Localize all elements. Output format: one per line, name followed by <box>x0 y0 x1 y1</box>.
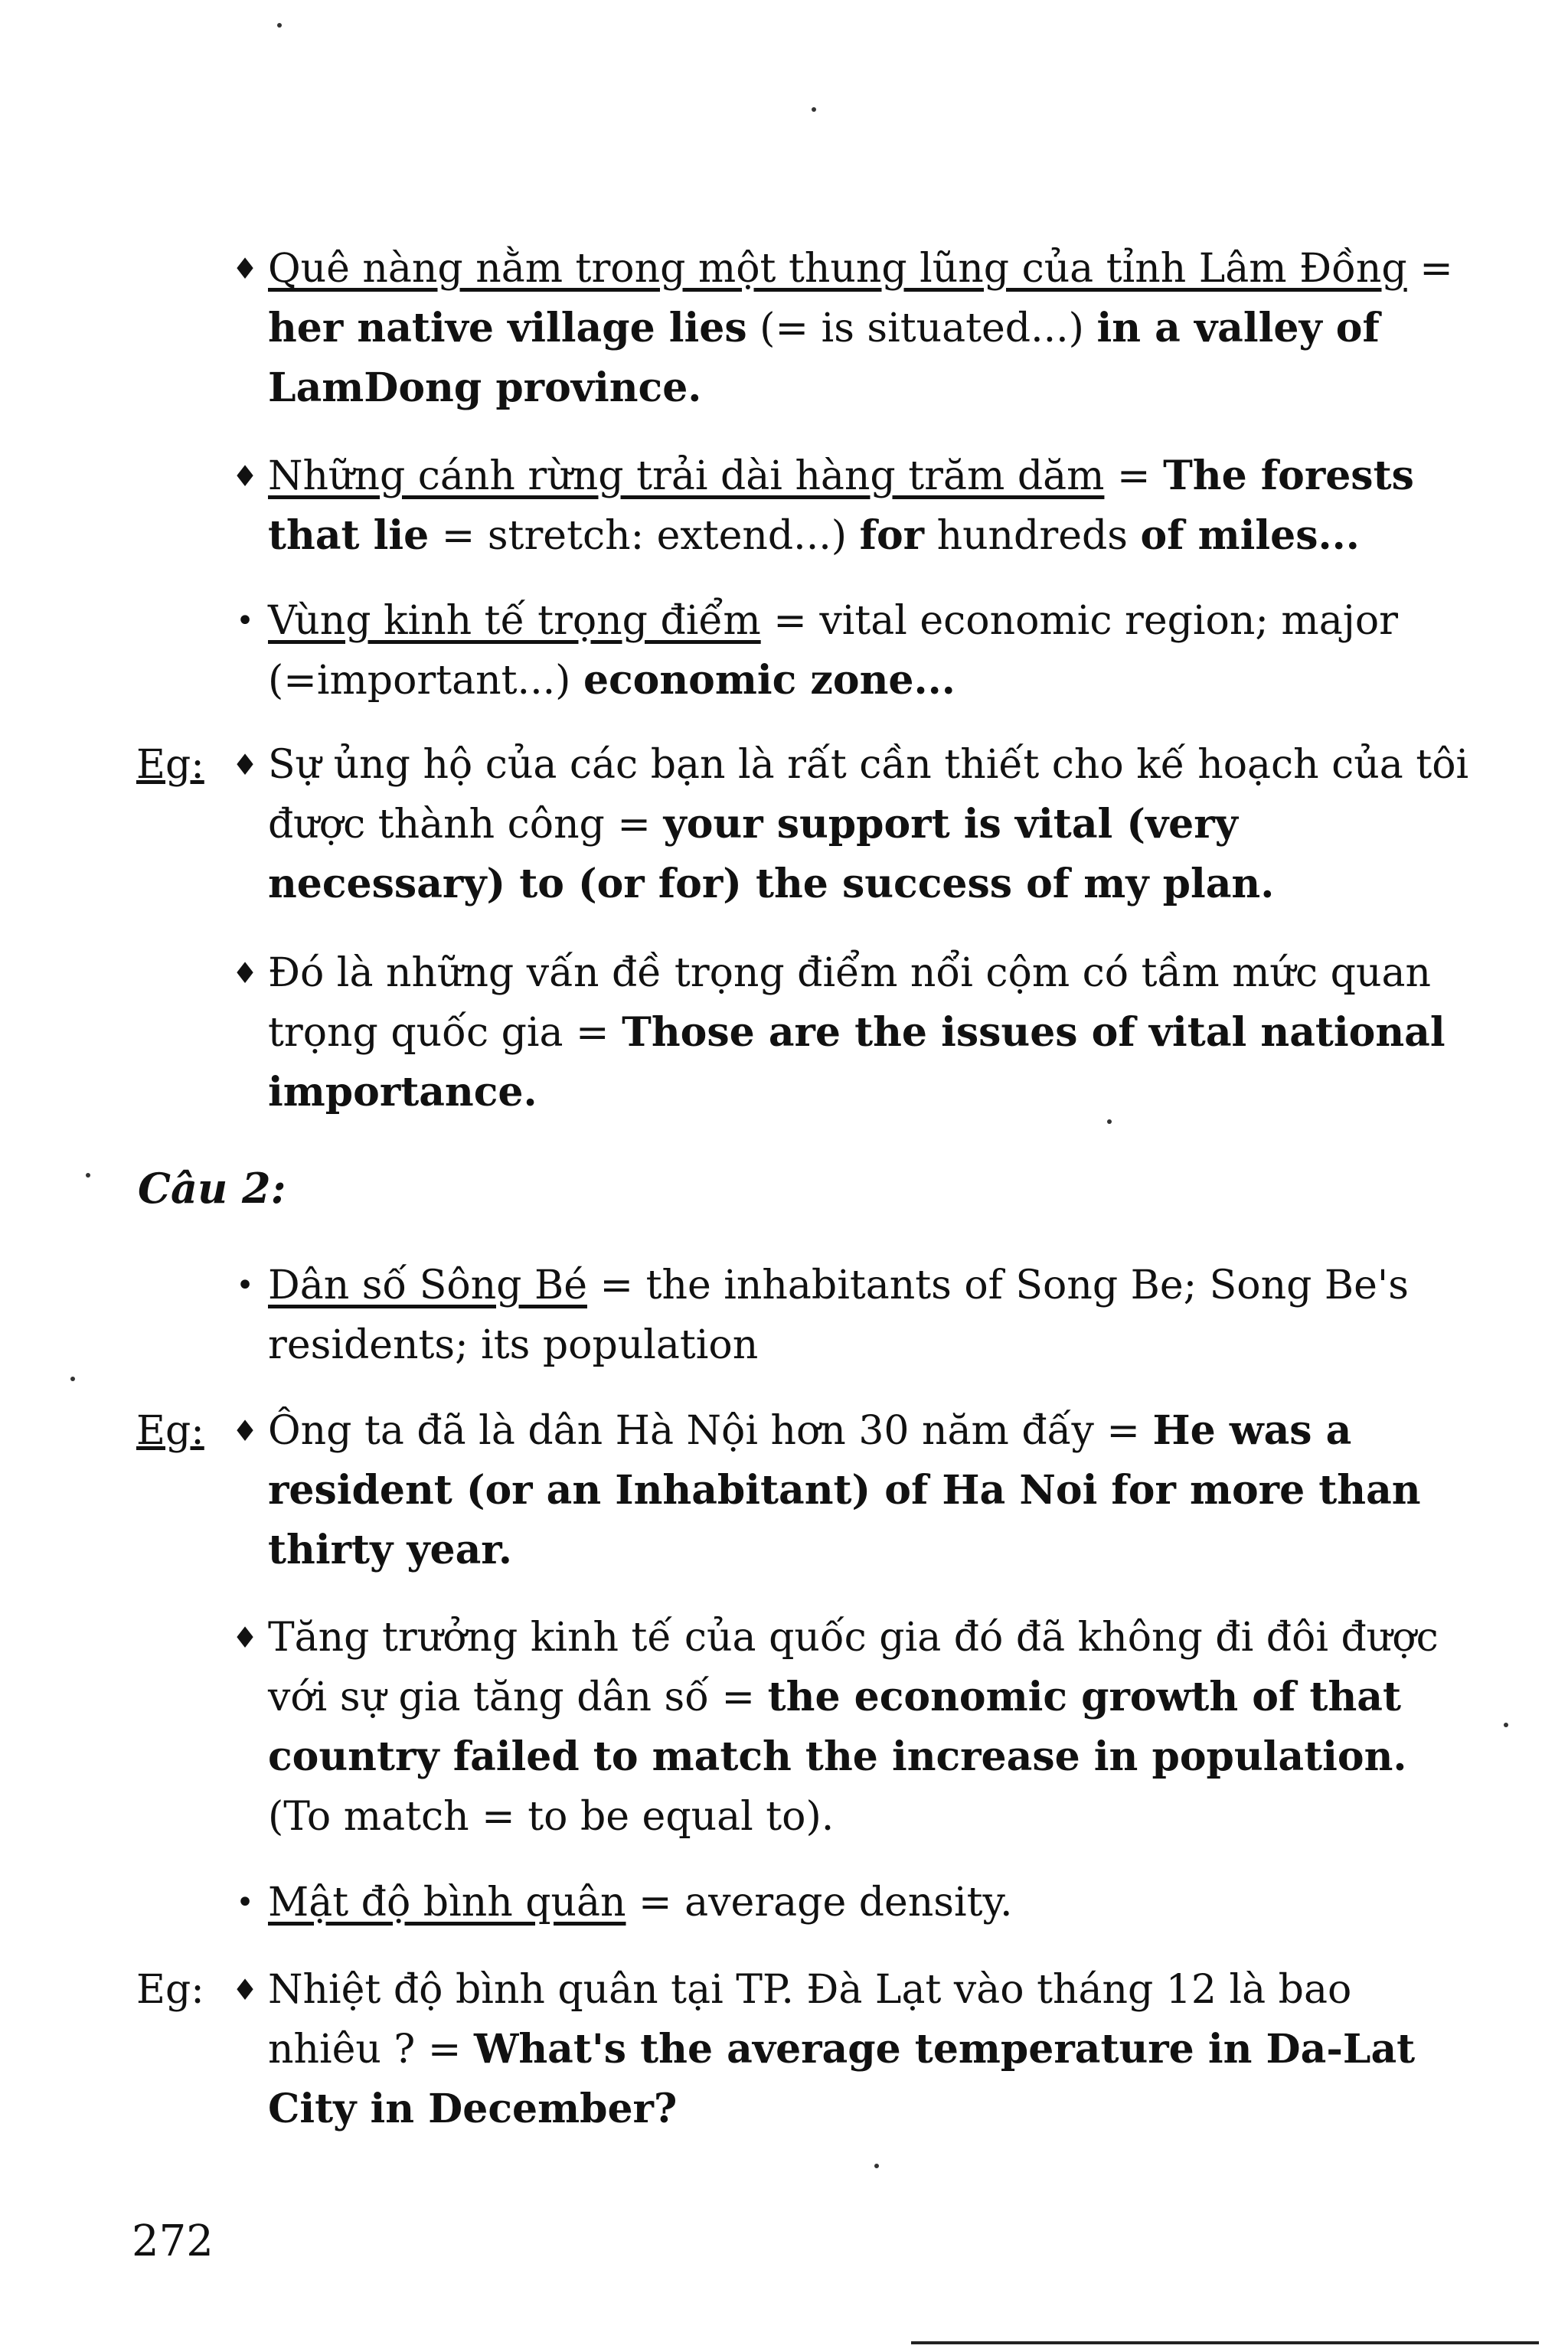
bottom-rule <box>911 2341 1539 2344</box>
equals-sign: = <box>709 1674 768 1720</box>
english-plain: = stretch: extend...) <box>429 513 860 559</box>
example-label: Eg: <box>136 742 204 788</box>
diamond-bullet-icon: ♦ <box>231 1973 259 2007</box>
equals-sign: = <box>760 598 820 644</box>
equals-sign: = <box>604 802 664 848</box>
english-bold: her native village lies <box>268 305 747 351</box>
english-plain: the inhabitants of Song Be; Song Be's residents; its population <box>268 1263 1409 1368</box>
page-number: 272 <box>132 2216 214 2266</box>
scan-speck <box>70 1377 75 1381</box>
english-plain: average density. <box>684 1880 1013 1926</box>
english-bold: The forests that lie <box>268 452 1414 559</box>
english-bold: economic zone... <box>583 657 956 704</box>
vietnamese-phrase: Mật độ bình quân <box>268 1880 626 1926</box>
vietnamese-phrase: Đó là những vấn đề trọng điểm nổi cộm có tầm mức quan trọng quốc gia <box>268 950 1431 1056</box>
diamond-bullet-icon: ♦ <box>231 252 259 286</box>
vietnamese-phrase: Ông ta đã là dân Hà Nội hơn 30 năm đấy <box>268 1408 1094 1454</box>
diamond-bullet-icon: ♦ <box>231 1414 259 1448</box>
diamond-bullet-icon: ♦ <box>231 748 259 782</box>
english-bold: What's the average temperature in Da-Lat City in December? <box>268 2026 1416 2132</box>
diamond-bullet-icon: ♦ <box>231 1621 259 1655</box>
section-heading: Câu 2: <box>138 1164 286 1213</box>
entry-economic-zone <box>236 591 1470 710</box>
entry-native-village <box>231 239 1470 418</box>
equals-sign: = <box>1093 1408 1153 1454</box>
equals-sign: = <box>1406 246 1453 292</box>
entry-economic-growth <box>231 1608 1470 1847</box>
vietnamese-phrase: Vùng kinh tế trọng điểm <box>268 598 761 644</box>
equals-sign: = <box>586 1263 646 1308</box>
equals-sign: = <box>1104 453 1164 499</box>
scan-speck <box>86 1173 90 1178</box>
scan-speck <box>812 107 816 112</box>
vietnamese-phrase: Tăng trưởng kinh tế của quốc gia đó đã không đi đôi được với sự gia tăng dân số <box>268 1615 1439 1720</box>
round-bullet-icon: • <box>236 1885 254 1920</box>
entry-average-density <box>236 1873 1470 1932</box>
english-bold: in a valley of LamDong province. <box>268 305 1380 411</box>
equals-sign: = <box>563 1010 622 1056</box>
round-bullet-icon: • <box>236 603 254 639</box>
entry-resident <box>136 1401 1470 1580</box>
scan-speck <box>1504 1723 1508 1727</box>
diamond-bullet-icon: ♦ <box>231 956 259 990</box>
example-label: Eg: <box>136 1408 204 1454</box>
diamond-bullet-icon: ♦ <box>231 459 259 493</box>
example-label: Eg: <box>136 1967 204 2013</box>
english-plain: vital economic region; major (=important...) <box>268 598 1398 704</box>
english-plain: (= is situated...) <box>746 305 1097 351</box>
entry-inhabitants <box>236 1256 1470 1375</box>
scan-speck <box>277 23 282 28</box>
equals-sign: = <box>626 1880 685 1926</box>
english-bold: of miles... <box>1140 512 1360 559</box>
entry-forests <box>231 446 1470 566</box>
entry-average-temperature <box>136 1960 1470 2139</box>
equals-sign: = <box>415 2027 474 2073</box>
vietnamese-phrase: Quê nàng nằm trong một thung lũng của tỉnh Lâm Đồng <box>268 246 1407 292</box>
english-bold: He was a resident (or an Inhabitant) of Ha Noi for more than thirty year. <box>268 1407 1421 1573</box>
vietnamese-phrase: Nhiệt độ bình quân tại TP. Đà Lạt vào tháng 12 là bao nhiêu ? <box>268 1967 1352 2073</box>
entry-support-vital <box>136 735 1470 914</box>
english-plain: hundreds <box>924 513 1141 559</box>
english-bold: your support is vital (very necessary) to (or for) the success of my plan. <box>268 801 1275 907</box>
english-bold: Those are the issues of vital national importance. <box>268 1009 1446 1116</box>
english-bold: for <box>859 512 925 559</box>
vietnamese-phrase: Dân số Sông Bé <box>268 1263 587 1308</box>
round-bullet-icon: • <box>236 1268 254 1303</box>
vietnamese-phrase: Những cánh rừng trải dài hàng trăm dăm <box>268 453 1105 499</box>
english-bold: the economic growth of that country failed to match the increase in population. <box>268 1674 1407 1780</box>
scan-speck <box>874 2164 879 2168</box>
entry-national-importance <box>231 943 1470 1122</box>
scan-speck <box>1107 1119 1112 1124</box>
english-plain: (To match = to be equal to). <box>268 1794 835 1840</box>
vietnamese-phrase: Sự ủng hộ của các bạn là rất cần thiết cho kế hoạch của tôi được thành công <box>268 742 1469 848</box>
